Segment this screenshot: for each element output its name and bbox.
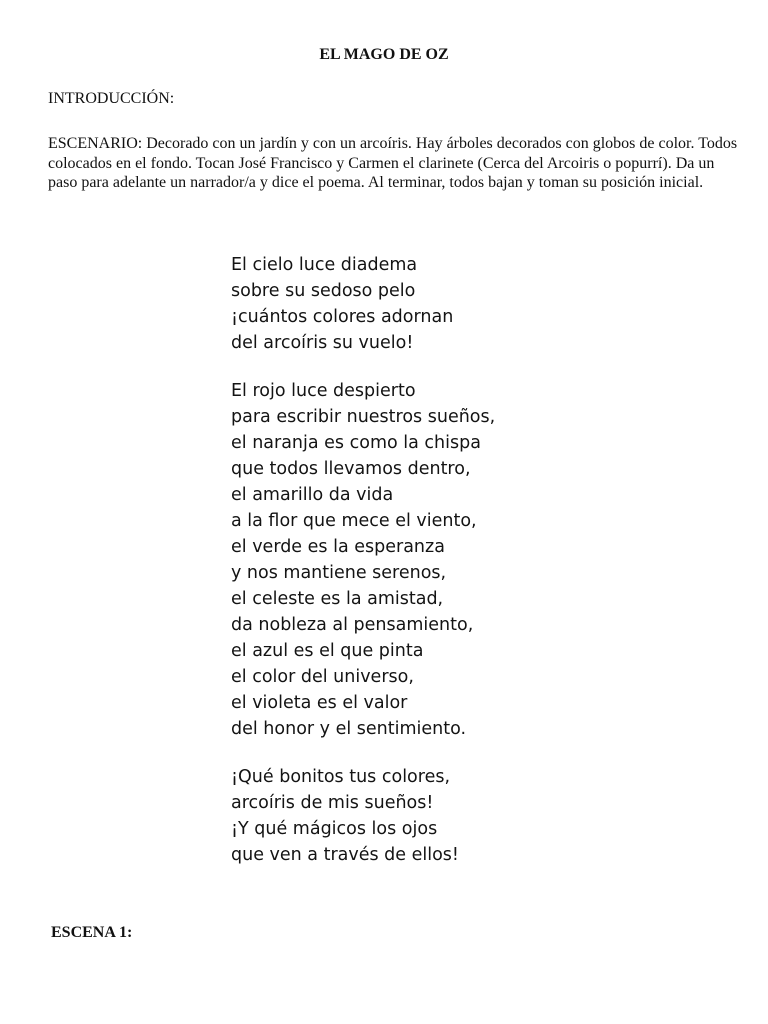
- poem-line: el color del universo,: [231, 667, 414, 687]
- poem-image: [222, 252, 522, 880]
- poem-line: el azul es el que pinta: [231, 641, 424, 661]
- poem-line: del honor y el sentimiento.: [231, 719, 467, 739]
- poem-line: El rojo luce despierto: [231, 381, 416, 401]
- poem-line: del arcoíris su vuelo!: [231, 333, 414, 353]
- poem-line: que todos llevamos dentro,: [231, 459, 471, 479]
- poem-line: ¡Qué bonitos tus colores,: [231, 767, 451, 787]
- poem-line: el naranja es como la chispa: [231, 433, 481, 453]
- poem-line: el verde es la esperanza: [231, 537, 445, 557]
- poem-stanza-1: [222, 252, 522, 356]
- poem-line: da nobleza al pensamiento,: [231, 615, 474, 635]
- poem-line: El cielo luce diadema: [231, 255, 418, 275]
- poem-stanza-3: [222, 764, 522, 868]
- poem-line: a la flor que mece el viento,: [231, 511, 477, 531]
- poem-line: el celeste es la amistad,: [231, 589, 444, 609]
- poem-line: ¡cuántos colores adornan: [231, 307, 454, 327]
- intro-heading: INTRODUCCIÓN:: [48, 90, 175, 107]
- poem-line: sobre su sedoso pelo: [231, 281, 416, 301]
- poem-line: ¡Y qué mágicos los ojos: [231, 819, 438, 839]
- poem-line: arcoíris de mis sueños!: [231, 793, 434, 813]
- poem-line: el violeta es el valor: [231, 693, 408, 713]
- poem-stanza-2: [222, 378, 522, 742]
- scenario-paragraph: ESCENARIO: Decorado con un jardín y con un arcoíris. Hay árboles decorados con globos de color. Todos colocados en el fondo. Tocan José Francisco y Carmen el clarinete (Cerca del Arcoiris o popurrí). Da un paso para adelante un narrador/a y dice el poema. Al terminar, todos bajan y toman su posición inicial.: [48, 135, 738, 191]
- scene-heading: ESCENA 1:: [51, 924, 133, 941]
- poem-line: para escribir nuestros sueños,: [231, 407, 496, 427]
- poem-line: y nos mantiene serenos,: [231, 563, 447, 583]
- poem-line: el amarillo da vida: [231, 485, 394, 505]
- document-title: EL MAGO DE OZ: [319, 46, 449, 63]
- poem-line: que ven a través de ellos!: [231, 845, 459, 865]
